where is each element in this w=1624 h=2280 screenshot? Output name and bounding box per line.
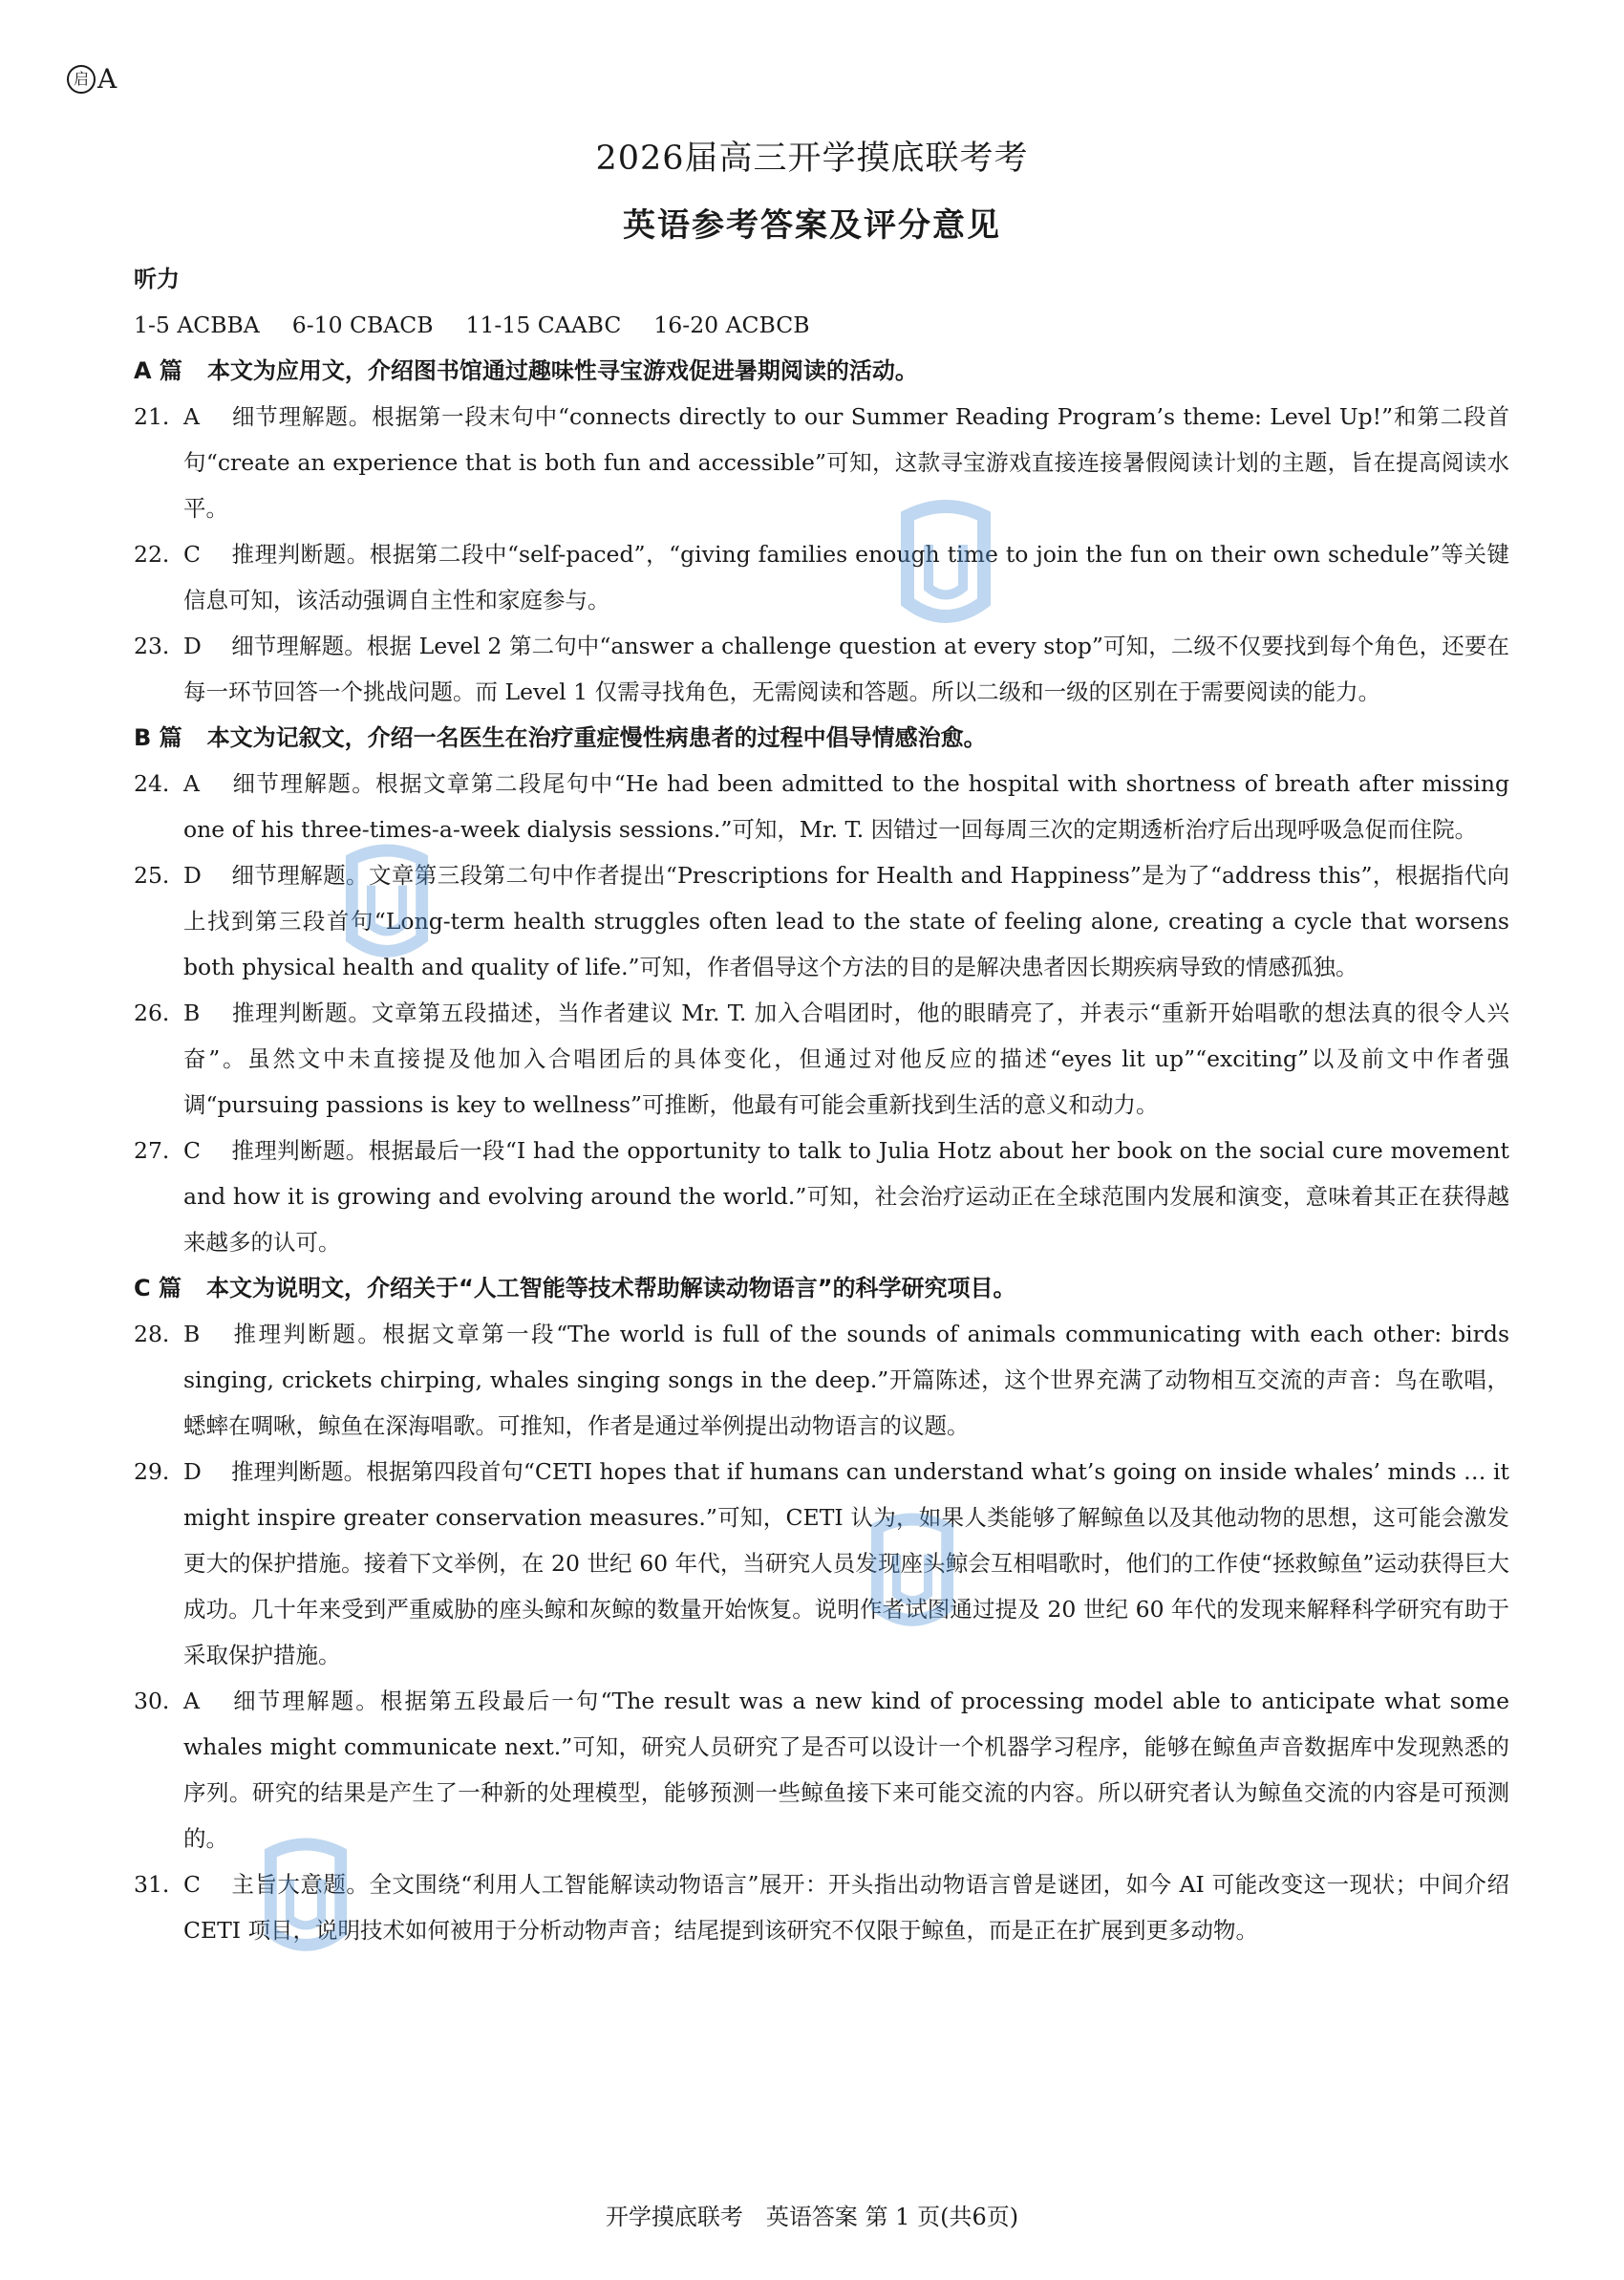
section-description: 本文为应用文，介绍图书馆通过趣味性寻宝游戏促进暑期阅读的活动。: [206, 357, 918, 384]
answer-letter: D: [183, 633, 202, 659]
question-number: 31.: [134, 1871, 170, 1898]
paper-version-letter: A: [97, 63, 118, 95]
answer-explanation: 主旨大意题。全文围绕“利用人工智能解读动物语言”展开：开头指出动物语言曾是谜团，如今 AI 可能改变这一现状；中间介绍 CETI 项目，说明技术如何被用于分析动物声音；结尾提到该研究不仅限于鲸鱼，而是正在扩展到更多动物。: [183, 1871, 1509, 1944]
answer-letter: D: [183, 1458, 202, 1485]
answer-explanation: 细节理解题。根据 Level 2 第二句中“answer a challenge question at every stop”可知，二级不仅要找到每个角色，还要在每一环节回答一个挑战问题。而 Level 1 仅需寻找角色，无需阅读和答题。所以二级和一级的区别在于需要阅读的能力。: [183, 633, 1509, 705]
answer-item-21: [134, 394, 1509, 531]
section-title: C 篇: [134, 1275, 182, 1301]
paper-version-mark: [67, 63, 117, 95]
answer-letter: A: [183, 770, 200, 797]
question-number: 28.: [134, 1321, 170, 1347]
answer-letter: D: [183, 862, 202, 889]
answer-explanation: 细节理解题。根据第一段末句中“connects directly to our Summer Reading Program’s theme: Level Up!”和第二段首句“create an experience that is both fun and accessible”可知，这款寻宝游戏直接连接暑假阅读计划的主题，旨在提高阅读水平。: [183, 403, 1509, 522]
answer-item-29: [134, 1449, 1509, 1678]
listening-group: 16-20 ACBCB: [653, 312, 810, 338]
answer-letter: C: [183, 1871, 201, 1898]
section-a-heading: [134, 348, 1509, 394]
question-number: 23.: [134, 633, 170, 659]
listening-answers: [134, 302, 1509, 348]
section-description: 本文为说明文，介绍关于“人工智能等技术帮助解读动物语言”的科学研究项目。: [205, 1275, 1016, 1301]
question-number: 25.: [134, 862, 170, 889]
listening-heading: 听力: [134, 266, 180, 292]
answer-item-26: [134, 990, 1509, 1128]
answer-explanation: 推理判断题。根据最后一段“I had the opportunity to talk to Julia Hotz about her book on the social cure movement and how it is growing and evolving around the world.”可知，社会治疗运动正在全球范围内发展和演变，意味着其正在获得越来越多的认可。: [183, 1137, 1509, 1256]
answer-explanation: 细节理解题。根据文章第二段尾句中“He had been admitted to the hospital with shortness of breath after missing one of his three-times-a-week dialysis sessions.”可知，Mr. T. 因错过一回每周三次的定期透析治疗后出现呼吸急促而住院。: [183, 770, 1509, 843]
listening-group: 6-10 CBACB: [291, 312, 434, 338]
answer-item-23: [134, 623, 1509, 715]
answer-letter: C: [183, 1137, 201, 1164]
question-number: 29.: [134, 1458, 170, 1485]
answer-item-30: [134, 1678, 1509, 1861]
listening-group: 1-5 ACBBA: [134, 312, 260, 338]
answer-item-27: [134, 1128, 1509, 1265]
answer-explanation: 推理判断题。根据第二段中“self-paced”，“giving families enough time to join the fun on their own schedule”等关键信息可知，该活动强调自主性和家庭参与。: [183, 541, 1509, 613]
question-number: 27.: [134, 1137, 170, 1164]
section-c-heading: [134, 1265, 1509, 1311]
question-number: 30.: [134, 1688, 170, 1714]
section-description: 本文为记叙文，介绍一名医生在治疗重症慢性病患者的过程中倡导情感治愈。: [206, 724, 987, 751]
listening-group: 11-15 CAABC: [465, 312, 622, 338]
answer-letter: B: [183, 1321, 201, 1347]
answer-letter: C: [183, 541, 201, 568]
answer-item-22: [134, 531, 1509, 623]
answer-content: [134, 256, 1509, 1953]
section-b-heading: [134, 715, 1509, 761]
question-number: 22.: [134, 541, 170, 568]
answer-explanation: 推理判断题。根据第四段首句“CETI hopes that if humans can understand what’s going on inside whales’ minds … it might inspire greater conservation measures.”可知，CETI 认为，如果人类能够了解鲸鱼以及其他动物的思想，这可能会激发更大的保护措施。接着下文举例，在 20 世纪 60 年代，当研究人员发现座头鲸会互相唱歌时，他们的工作使“拯救鲸鱼”运动获得巨大成功。几十年来受到严重威胁的座头鲸和灰鲸的数量开始恢复。说明作者试图通过提及 20 世纪 60 年代的发现来解释科学研究有助于采取保护措施。: [183, 1458, 1509, 1668]
page-footer: 开学摸底联考 英语答案 第 1 页(共6页): [605, 2204, 1019, 2230]
answer-letter: A: [183, 403, 200, 430]
answer-letter: B: [183, 1000, 201, 1026]
answer-item-25: [134, 852, 1509, 990]
answer-key-title: 英语参考答案及评分意见: [623, 206, 1001, 245]
answer-item-24: [134, 761, 1509, 852]
answer-item-28: [134, 1311, 1509, 1449]
section-title: B 篇: [134, 724, 182, 751]
question-number: 24.: [134, 770, 170, 797]
question-number: 26.: [134, 1000, 170, 1026]
answer-explanation: 推理判断题。文章第五段描述，当作者建议 Mr. T. 加入合唱团时，他的眼睛亮了，并表示“重新开始唱歌的想法真的很令人兴奋”。虽然文中未直接提及他加入合唱团后的具体变化，但通过对他反应的描述“eyes lit up”“exciting”以及前文中作者强调“pursuing passions is key to wellness”可推断，他最有可能会重新找到生活的意义和动力。: [183, 1000, 1509, 1118]
paper-version-circle: 启: [67, 65, 96, 94]
section-title: A 篇: [134, 357, 182, 384]
answer-item-31: [134, 1861, 1509, 1953]
question-number: 21.: [134, 403, 170, 430]
answer-explanation: 细节理解题。文章第三段第二句中作者提出“Prescriptions for Health and Happiness”是为了“address this”，根据指代向上找到第三段首句“Long-term health struggles often lead to the state of feeling alone, creating a cycle that worsens both physical health and quality of life.”可知，作者倡导这个方法的目的是解决患者因长期疾病导致的情感孤独。: [183, 862, 1509, 980]
exam-title: 2026届高三开学摸底联考考: [595, 140, 1029, 178]
answer-explanation: 细节理解题。根据第五段最后一句“The result was a new kind of processing model able to anticipate what some whales might communicate next.”可知，研究人员研究了是否可以设计一个机器学习程序，能够在鲸鱼声音数据库中发现熟悉的序列。研究的结果是产生了一种新的处理模型，能够预测一些鲸鱼接下来可能交流的内容。所以研究者认为鲸鱼交流的内容是可预测的。: [183, 1688, 1509, 1852]
answer-letter: A: [183, 1688, 200, 1714]
answer-explanation: 推理判断题。根据文章第一段“The world is full of the sounds of animals communicating with each other: birds singing, crickets chirping, whales singing songs in the deep.”开篇陈述，这个世界充满了动物相互交流的声音：鸟在歌唱，蟋蟀在啁啾，鲸鱼在深海唱歌。可推知，作者是通过举例提出动物语言的议题。: [183, 1321, 1509, 1439]
